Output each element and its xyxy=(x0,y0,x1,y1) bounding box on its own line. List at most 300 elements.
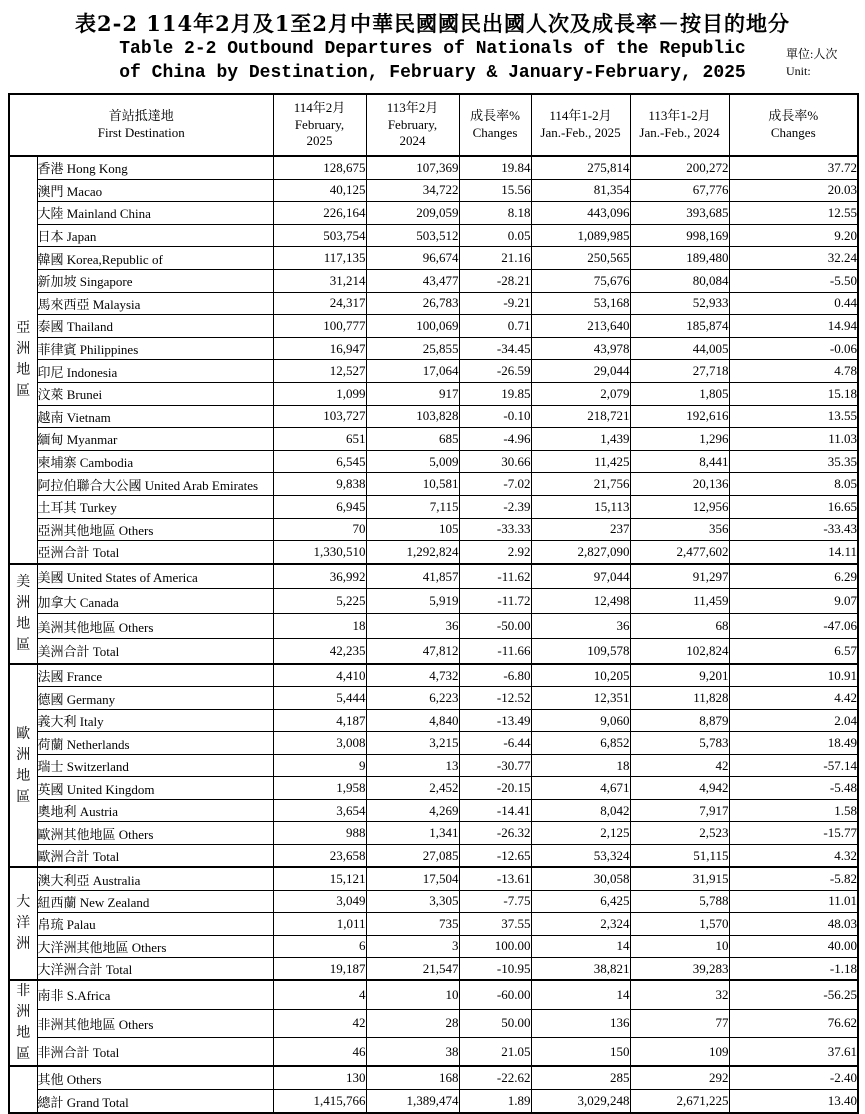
change-janfeb-cell: 76.62 xyxy=(729,1009,858,1037)
change-feb-cell: -26.32 xyxy=(459,822,531,845)
janfeb-2025-cell: 38,821 xyxy=(531,957,630,980)
change-janfeb-cell: -5.50 xyxy=(729,269,858,292)
change-feb-cell: 8.18 xyxy=(459,202,531,225)
feb-2024-cell: 100,069 xyxy=(366,315,459,338)
janfeb-2025-cell: 1,439 xyxy=(531,428,630,451)
destination-cell: 亞洲合計 Total xyxy=(37,541,273,564)
change-janfeb-cell: -2.40 xyxy=(729,1066,858,1090)
janfeb-2024-cell: 31,915 xyxy=(630,867,729,890)
table-row xyxy=(9,518,858,541)
janfeb-2024-cell: 192,616 xyxy=(630,405,729,428)
change-feb-cell: 37.55 xyxy=(459,913,531,935)
feb-2024-cell: 107,369 xyxy=(366,156,459,179)
destination-cell: 阿拉伯聯合大公國 United Arab Emirates xyxy=(37,473,273,496)
unit-label-chinese: 單位:人次 xyxy=(786,47,838,61)
table-row xyxy=(9,913,858,935)
janfeb-2025-cell: 443,096 xyxy=(531,202,630,225)
janfeb-2025-cell: 213,640 xyxy=(531,315,630,338)
change-feb-cell: -4.96 xyxy=(459,428,531,451)
feb-2025-cell: 226,164 xyxy=(273,202,366,225)
table-row xyxy=(9,247,858,270)
table-title-english-line2: of China by Destination, February & January-February, 2025 xyxy=(119,63,746,83)
region-label: 亞 洲 地 區 xyxy=(9,156,37,564)
feb-2025-cell: 5,225 xyxy=(273,589,366,614)
change-feb-cell: -26.59 xyxy=(459,360,531,383)
feb-2024-cell: 7,115 xyxy=(366,495,459,518)
change-feb-cell: -20.15 xyxy=(459,777,531,800)
table-title-chinese: 表2-2 114年2月及1至2月中華民國國民出國人次及成長率－按目的地分 xyxy=(75,11,790,36)
destination-cell: 奧地利 Austria xyxy=(37,799,273,822)
table-row xyxy=(9,980,858,1009)
feb-2025-cell: 503,754 xyxy=(273,224,366,247)
change-janfeb-cell: 6.57 xyxy=(729,639,858,664)
table-row xyxy=(9,473,858,496)
table-row xyxy=(9,754,858,777)
janfeb-2024-cell: 5,788 xyxy=(630,890,729,912)
feb-2024-cell: 13 xyxy=(366,754,459,777)
change-janfeb-cell: 11.03 xyxy=(729,428,858,451)
change-janfeb-cell: 48.03 xyxy=(729,913,858,935)
change-feb-cell: 50.00 xyxy=(459,1009,531,1037)
destination-cell: 澳門 Macao xyxy=(37,179,273,202)
table-row xyxy=(9,709,858,732)
change-feb-cell: 19.84 xyxy=(459,156,531,179)
janfeb-2025-cell: 15,113 xyxy=(531,495,630,518)
region-label: 大 洋 洲 xyxy=(9,867,37,980)
destination-cell: 法國 France xyxy=(37,664,273,687)
feb-2025-cell: 988 xyxy=(273,822,366,845)
janfeb-2025-cell: 2,125 xyxy=(531,822,630,845)
janfeb-2025-cell: 285 xyxy=(531,1066,630,1090)
janfeb-2025-cell: 218,721 xyxy=(531,405,630,428)
feb-2025-cell: 117,135 xyxy=(273,247,366,270)
destination-cell: 英國 United Kingdom xyxy=(37,777,273,800)
change-janfeb-cell: 16.65 xyxy=(729,495,858,518)
change-janfeb-cell: -5.82 xyxy=(729,867,858,890)
feb-2025-cell: 42 xyxy=(273,1009,366,1037)
change-feb-cell: -28.21 xyxy=(459,269,531,292)
table-row xyxy=(9,382,858,405)
change-janfeb-cell: 18.49 xyxy=(729,732,858,755)
feb-2024-cell: 10 xyxy=(366,980,459,1009)
table-row xyxy=(9,360,858,383)
change-janfeb-cell: 20.03 xyxy=(729,179,858,202)
destination-cell: 義大利 Italy xyxy=(37,709,273,732)
janfeb-2024-cell: 2,523 xyxy=(630,822,729,845)
janfeb-2024-cell: 67,776 xyxy=(630,179,729,202)
destination-cell: 香港 Hong Kong xyxy=(37,156,273,179)
feb-2024-cell: 34,722 xyxy=(366,179,459,202)
destination-cell: 歐洲合計 Total xyxy=(37,844,273,867)
janfeb-2024-cell: 12,956 xyxy=(630,495,729,518)
janfeb-2025-cell: 30,058 xyxy=(531,867,630,890)
feb-2025-cell: 3,008 xyxy=(273,732,366,755)
table-row xyxy=(9,224,858,247)
table-row xyxy=(9,202,858,225)
janfeb-2024-cell: 51,115 xyxy=(630,844,729,867)
janfeb-2025-cell: 136 xyxy=(531,1009,630,1037)
janfeb-2024-cell: 4,942 xyxy=(630,777,729,800)
destination-cell: 越南 Vietnam xyxy=(37,405,273,428)
janfeb-2024-cell: 91,297 xyxy=(630,564,729,589)
feb-2024-cell: 17,064 xyxy=(366,360,459,383)
janfeb-2025-cell: 53,324 xyxy=(531,844,630,867)
region-label: 美 洲 地 區 xyxy=(9,564,37,664)
header-first-destination xyxy=(9,94,273,156)
change-janfeb-cell: 6.29 xyxy=(729,564,858,589)
change-janfeb-cell: 35.35 xyxy=(729,450,858,473)
feb-2025-cell: 9,838 xyxy=(273,473,366,496)
change-feb-cell: 21.16 xyxy=(459,247,531,270)
janfeb-2024-cell: 5,783 xyxy=(630,732,729,755)
change-feb-cell: 0.71 xyxy=(459,315,531,338)
janfeb-2025-cell: 3,029,248 xyxy=(531,1090,630,1114)
feb-2024-cell: 103,828 xyxy=(366,405,459,428)
feb-2025-cell: 16,947 xyxy=(273,337,366,360)
change-janfeb-cell: 32.24 xyxy=(729,247,858,270)
table-row xyxy=(9,935,858,957)
destination-cell: 韓國 Korea,Republic of xyxy=(37,247,273,270)
change-janfeb-cell: 15.18 xyxy=(729,382,858,405)
janfeb-2024-cell: 11,459 xyxy=(630,589,729,614)
change-janfeb-cell: -56.25 xyxy=(729,980,858,1009)
feb-2025-cell: 31,214 xyxy=(273,269,366,292)
change-janfeb-cell: 14.94 xyxy=(729,315,858,338)
janfeb-2025-cell: 75,676 xyxy=(531,269,630,292)
table-header xyxy=(9,94,858,156)
janfeb-2024-cell: 7,917 xyxy=(630,799,729,822)
janfeb-2024-cell: 20,136 xyxy=(630,473,729,496)
change-feb-cell: -14.41 xyxy=(459,799,531,822)
feb-2025-cell: 36,992 xyxy=(273,564,366,589)
table-row xyxy=(9,844,858,867)
feb-2024-cell: 3,215 xyxy=(366,732,459,755)
destination-cell: 歐洲其他地區 Others xyxy=(37,822,273,845)
table-row xyxy=(9,614,858,639)
feb-2024-cell: 41,857 xyxy=(366,564,459,589)
change-feb-cell: -22.62 xyxy=(459,1066,531,1090)
janfeb-2025-cell: 8,042 xyxy=(531,799,630,822)
feb-2024-cell: 28 xyxy=(366,1009,459,1037)
table-row xyxy=(9,732,858,755)
janfeb-2025-cell: 2,324 xyxy=(531,913,630,935)
feb-2024-cell: 21,547 xyxy=(366,957,459,980)
feb-2024-cell: 43,477 xyxy=(366,269,459,292)
table-row xyxy=(9,1009,858,1037)
janfeb-2025-cell: 18 xyxy=(531,754,630,777)
janfeb-2025-cell: 11,425 xyxy=(531,450,630,473)
janfeb-2024-cell: 27,718 xyxy=(630,360,729,383)
feb-2024-cell: 17,504 xyxy=(366,867,459,890)
destination-cell: 土耳其 Turkey xyxy=(37,495,273,518)
outbound-departures-table xyxy=(8,93,859,1114)
janfeb-2024-cell: 393,685 xyxy=(630,202,729,225)
change-janfeb-cell: 10.91 xyxy=(729,664,858,687)
feb-2024-cell: 27,085 xyxy=(366,844,459,867)
change-janfeb-cell: -33.43 xyxy=(729,518,858,541)
janfeb-2024-cell: 42 xyxy=(630,754,729,777)
header-feb-2024: 113年2月 February, 2024 xyxy=(366,94,459,156)
change-feb-cell: -50.00 xyxy=(459,614,531,639)
janfeb-2025-cell: 36 xyxy=(531,614,630,639)
change-feb-cell: -60.00 xyxy=(459,980,531,1009)
feb-2025-cell: 1,330,510 xyxy=(273,541,366,564)
feb-2024-cell: 4,269 xyxy=(366,799,459,822)
table-body xyxy=(9,156,858,1113)
change-janfeb-cell: -47.06 xyxy=(729,614,858,639)
feb-2024-cell: 5,919 xyxy=(366,589,459,614)
table-row xyxy=(9,156,858,179)
feb-2024-cell: 209,059 xyxy=(366,202,459,225)
header-first-destination-zh: 首站抵達地 xyxy=(108,108,174,124)
feb-2025-cell: 6,945 xyxy=(273,495,366,518)
change-janfeb-cell: -0.06 xyxy=(729,337,858,360)
feb-2024-cell: 47,812 xyxy=(366,639,459,664)
change-feb-cell: -11.72 xyxy=(459,589,531,614)
change-janfeb-cell: 14.11 xyxy=(729,541,858,564)
feb-2025-cell: 4,410 xyxy=(273,664,366,687)
change-feb-cell: -34.45 xyxy=(459,337,531,360)
janfeb-2024-cell: 8,879 xyxy=(630,709,729,732)
unit-label-english: Unit: xyxy=(786,64,811,79)
feb-2024-cell: 36 xyxy=(366,614,459,639)
change-feb-cell: -9.21 xyxy=(459,292,531,315)
janfeb-2024-cell: 10 xyxy=(630,935,729,957)
janfeb-2024-cell: 998,169 xyxy=(630,224,729,247)
janfeb-2024-cell: 102,824 xyxy=(630,639,729,664)
table-row xyxy=(9,495,858,518)
feb-2025-cell: 9 xyxy=(273,754,366,777)
janfeb-2025-cell: 14 xyxy=(531,935,630,957)
destination-cell: 荷蘭 Netherlands xyxy=(37,732,273,755)
destination-cell: 加拿大 Canada xyxy=(37,589,273,614)
feb-2024-cell: 917 xyxy=(366,382,459,405)
feb-2025-cell: 18 xyxy=(273,614,366,639)
header-first-destination-en: First Destination xyxy=(97,125,185,140)
change-janfeb-cell: 4.42 xyxy=(729,687,858,710)
change-feb-cell: -7.75 xyxy=(459,890,531,912)
feb-2025-cell: 6,545 xyxy=(273,450,366,473)
janfeb-2025-cell: 4,671 xyxy=(531,777,630,800)
change-janfeb-cell: 37.72 xyxy=(729,156,858,179)
feb-2025-cell: 42,235 xyxy=(273,639,366,664)
feb-2025-cell: 23,658 xyxy=(273,844,366,867)
table-title-english-line1: Table 2-2 Outbound Departures of Nationals of the Republic xyxy=(119,39,746,59)
table-row xyxy=(9,957,858,980)
janfeb-2025-cell: 53,168 xyxy=(531,292,630,315)
table-row xyxy=(9,337,858,360)
change-janfeb-cell: 0.44 xyxy=(729,292,858,315)
janfeb-2025-cell: 2,827,090 xyxy=(531,541,630,564)
change-feb-cell: -13.49 xyxy=(459,709,531,732)
janfeb-2025-cell: 14 xyxy=(531,980,630,1009)
destination-cell: 亞洲其他地區 Others xyxy=(37,518,273,541)
janfeb-2024-cell: 32 xyxy=(630,980,729,1009)
change-feb-cell: -10.95 xyxy=(459,957,531,980)
janfeb-2024-cell: 1,296 xyxy=(630,428,729,451)
janfeb-2025-cell: 81,354 xyxy=(531,179,630,202)
janfeb-2025-cell: 275,814 xyxy=(531,156,630,179)
table-row xyxy=(9,315,858,338)
change-feb-cell: -6.80 xyxy=(459,664,531,687)
table-row xyxy=(9,405,858,428)
table-row xyxy=(9,867,858,890)
destination-cell: 瑞士 Switzerland xyxy=(37,754,273,777)
table-row xyxy=(9,890,858,912)
feb-2025-cell: 1,958 xyxy=(273,777,366,800)
destination-cell: 德國 Germany xyxy=(37,687,273,710)
table-row xyxy=(9,541,858,564)
feb-2024-cell: 10,581 xyxy=(366,473,459,496)
janfeb-2024-cell: 52,933 xyxy=(630,292,729,315)
janfeb-2024-cell: 8,441 xyxy=(630,450,729,473)
janfeb-2024-cell: 11,828 xyxy=(630,687,729,710)
feb-2024-cell: 503,512 xyxy=(366,224,459,247)
janfeb-2025-cell: 1,089,985 xyxy=(531,224,630,247)
change-janfeb-cell: 37.61 xyxy=(729,1037,858,1066)
change-feb-cell: 0.05 xyxy=(459,224,531,247)
change-janfeb-cell: 9.20 xyxy=(729,224,858,247)
change-feb-cell: -30.77 xyxy=(459,754,531,777)
change-feb-cell: 100.00 xyxy=(459,935,531,957)
destination-cell: 總計 Grand Total xyxy=(37,1090,273,1114)
destination-cell: 紐西蘭 New Zealand xyxy=(37,890,273,912)
table-row xyxy=(9,428,858,451)
destination-cell: 日本 Japan xyxy=(37,224,273,247)
table-row xyxy=(9,777,858,800)
destination-cell: 汶萊 Brunei xyxy=(37,382,273,405)
change-feb-cell: -7.02 xyxy=(459,473,531,496)
janfeb-2024-cell: 44,005 xyxy=(630,337,729,360)
janfeb-2025-cell: 97,044 xyxy=(531,564,630,589)
change-janfeb-cell: 9.07 xyxy=(729,589,858,614)
feb-2025-cell: 3,654 xyxy=(273,799,366,822)
feb-2024-cell: 25,855 xyxy=(366,337,459,360)
destination-cell: 泰國 Thailand xyxy=(37,315,273,338)
janfeb-2025-cell: 2,079 xyxy=(531,382,630,405)
table-row xyxy=(9,639,858,664)
change-janfeb-cell: 12.55 xyxy=(729,202,858,225)
feb-2024-cell: 6,223 xyxy=(366,687,459,710)
change-janfeb-cell: -15.77 xyxy=(729,822,858,845)
change-feb-cell: -12.52 xyxy=(459,687,531,710)
change-janfeb-cell: 13.40 xyxy=(729,1090,858,1114)
feb-2024-cell: 105 xyxy=(366,518,459,541)
change-feb-cell: 2.92 xyxy=(459,541,531,564)
destination-cell: 美國 United States of America xyxy=(37,564,273,589)
janfeb-2025-cell: 21,756 xyxy=(531,473,630,496)
destination-cell: 大洋洲其他地區 Others xyxy=(37,935,273,957)
feb-2025-cell: 46 xyxy=(273,1037,366,1066)
destination-cell: 其他 Others xyxy=(37,1066,273,1090)
table-row xyxy=(9,269,858,292)
feb-2024-cell: 4,732 xyxy=(366,664,459,687)
table-row xyxy=(9,292,858,315)
janfeb-2024-cell: 1,570 xyxy=(630,913,729,935)
janfeb-2024-cell: 292 xyxy=(630,1066,729,1090)
feb-2025-cell: 19,187 xyxy=(273,957,366,980)
janfeb-2024-cell: 2,477,602 xyxy=(630,541,729,564)
feb-2025-cell: 12,527 xyxy=(273,360,366,383)
table-row xyxy=(9,1037,858,1066)
change-janfeb-cell: -5.48 xyxy=(729,777,858,800)
janfeb-2025-cell: 12,351 xyxy=(531,687,630,710)
destination-cell: 澳大利亞 Australia xyxy=(37,867,273,890)
change-feb-cell: 30.66 xyxy=(459,450,531,473)
feb-2025-cell: 70 xyxy=(273,518,366,541)
change-feb-cell: -11.66 xyxy=(459,639,531,664)
janfeb-2024-cell: 200,272 xyxy=(630,156,729,179)
table-row xyxy=(9,179,858,202)
change-feb-cell: 21.05 xyxy=(459,1037,531,1066)
destination-cell: 南非 S.Africa xyxy=(37,980,273,1009)
feb-2025-cell: 3,049 xyxy=(273,890,366,912)
janfeb-2025-cell: 109,578 xyxy=(531,639,630,664)
feb-2024-cell: 3 xyxy=(366,935,459,957)
janfeb-2025-cell: 29,044 xyxy=(531,360,630,383)
janfeb-2024-cell: 109 xyxy=(630,1037,729,1066)
janfeb-2024-cell: 1,805 xyxy=(630,382,729,405)
feb-2024-cell: 26,783 xyxy=(366,292,459,315)
destination-cell: 大陸 Mainland China xyxy=(37,202,273,225)
table-row xyxy=(9,687,858,710)
janfeb-2024-cell: 189,480 xyxy=(630,247,729,270)
feb-2025-cell: 4 xyxy=(273,980,366,1009)
janfeb-2025-cell: 237 xyxy=(531,518,630,541)
janfeb-2024-cell: 9,201 xyxy=(630,664,729,687)
destination-cell: 帛琉 Palau xyxy=(37,913,273,935)
feb-2024-cell: 2,452 xyxy=(366,777,459,800)
table-row xyxy=(9,822,858,845)
region-label: 非 洲 地 區 xyxy=(9,980,37,1066)
janfeb-2025-cell: 9,060 xyxy=(531,709,630,732)
change-janfeb-cell: 8.05 xyxy=(729,473,858,496)
janfeb-2024-cell: 356 xyxy=(630,518,729,541)
destination-cell: 柬埔寨 Cambodia xyxy=(37,450,273,473)
header-janfeb-2024: 113年1-2月 Jan.-Feb., 2024 xyxy=(630,94,729,156)
feb-2025-cell: 40,125 xyxy=(273,179,366,202)
header-janfeb-2025: 114年1-2月 Jan.-Feb., 2025 xyxy=(531,94,630,156)
feb-2024-cell: 735 xyxy=(366,913,459,935)
feb-2025-cell: 24,317 xyxy=(273,292,366,315)
janfeb-2024-cell: 2,671,225 xyxy=(630,1090,729,1114)
janfeb-2025-cell: 43,978 xyxy=(531,337,630,360)
table-row xyxy=(9,1090,858,1114)
change-feb-cell: -6.44 xyxy=(459,732,531,755)
janfeb-2024-cell: 80,084 xyxy=(630,269,729,292)
janfeb-2025-cell: 6,852 xyxy=(531,732,630,755)
feb-2024-cell: 1,341 xyxy=(366,822,459,845)
table-row xyxy=(9,1066,858,1090)
feb-2025-cell: 1,099 xyxy=(273,382,366,405)
feb-2024-cell: 38 xyxy=(366,1037,459,1066)
janfeb-2025-cell: 150 xyxy=(531,1037,630,1066)
feb-2024-cell: 96,674 xyxy=(366,247,459,270)
unit-note xyxy=(786,46,837,81)
change-janfeb-cell: 13.55 xyxy=(729,405,858,428)
destination-cell: 馬來西亞 Malaysia xyxy=(37,292,273,315)
header-changes-janfeb: 成長率% Changes xyxy=(729,94,858,156)
region-label: 歐 洲 地 區 xyxy=(9,664,37,868)
destination-cell: 新加坡 Singapore xyxy=(37,269,273,292)
change-janfeb-cell: 2.04 xyxy=(729,709,858,732)
feb-2025-cell: 1,415,766 xyxy=(273,1090,366,1114)
feb-2024-cell: 168 xyxy=(366,1066,459,1090)
janfeb-2025-cell: 10,205 xyxy=(531,664,630,687)
feb-2024-cell: 1,292,824 xyxy=(366,541,459,564)
change-janfeb-cell: -1.18 xyxy=(729,957,858,980)
feb-2025-cell: 100,777 xyxy=(273,315,366,338)
